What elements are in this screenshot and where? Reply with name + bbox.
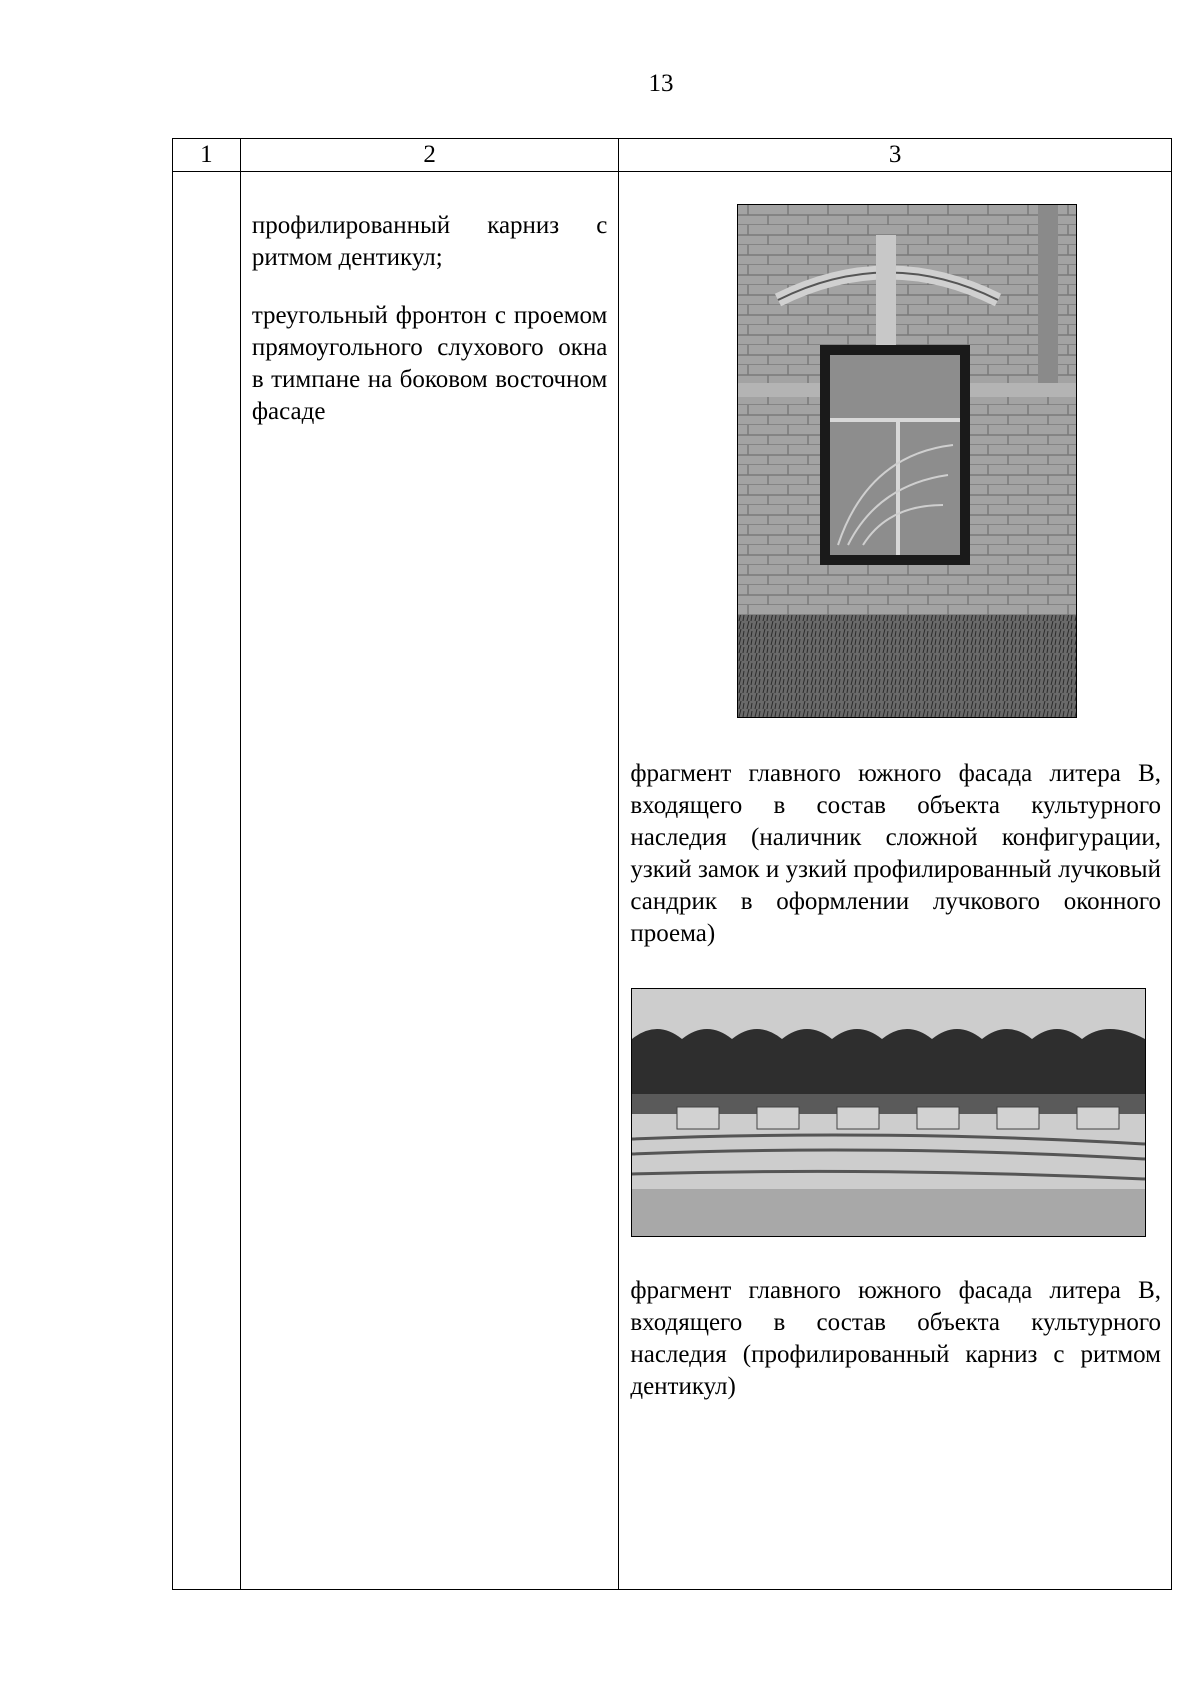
document-table xyxy=(172,138,1172,1590)
table-header-row xyxy=(173,139,1172,172)
page-number: 13 xyxy=(648,70,674,97)
row-cell-illustrations xyxy=(619,172,1172,1590)
table-row xyxy=(173,172,1172,1590)
photo-caption: фрагмент главного южного фасада литера В, входящего в состав объекта культурного наследия (профилированный карниз с ритмом дентикул) xyxy=(630,1277,1161,1400)
description-paragraph: профилированный карниз с ритмом дентикул; xyxy=(251,212,608,271)
window-facade-photo xyxy=(737,204,1077,718)
row-cell-description xyxy=(240,172,619,1590)
cornice-photo xyxy=(631,988,1146,1237)
header-cell-2: 2 xyxy=(240,139,619,172)
header-cell-3: 3 xyxy=(619,139,1172,172)
photo-caption: фрагмент главного южного фасада литера В, входящего в состав объекта культурного наследия (наличник сложной конфигурации, узкий замок и узкий профилированный лучковый сандрик в оформлении лучкового оконного проема) xyxy=(630,760,1161,947)
description-paragraph: треугольный фронтон с проемом прямоугольного слухового окна в тимпане на боковом восточном фасаде xyxy=(251,302,608,425)
row-cell-number xyxy=(173,172,241,1590)
header-cell-1: 1 xyxy=(173,139,241,172)
